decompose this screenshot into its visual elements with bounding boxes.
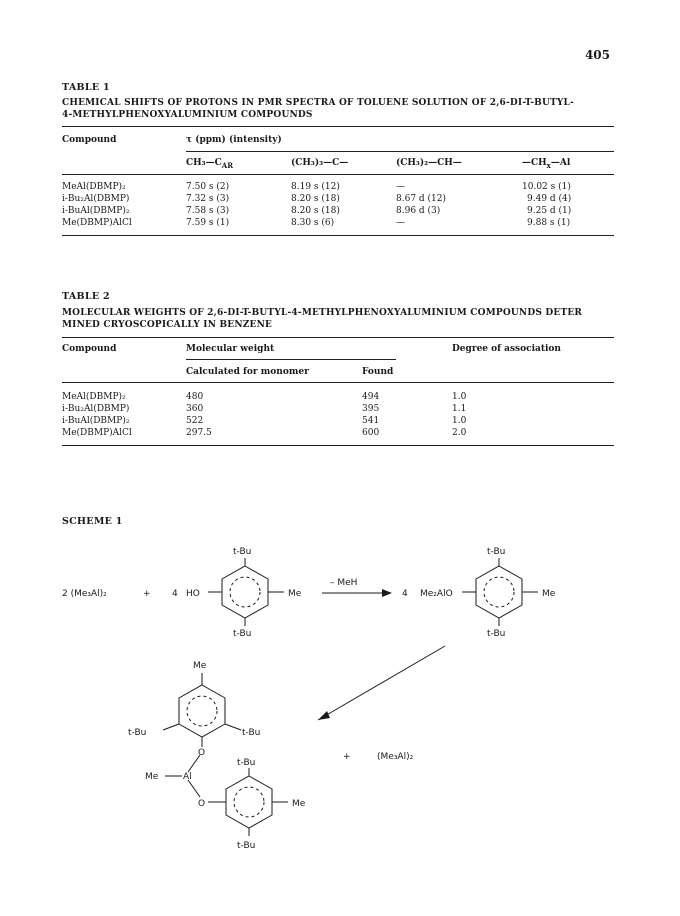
phenol-ring [208,558,284,626]
product-coefficient: 4 [402,589,408,599]
table1-row4-c2: 8.30 s (6) [291,218,335,228]
table2-row1-calc: 480 [186,392,204,402]
dimer-me-top: Me [193,661,207,671]
table1-row1-c2: 8.19 s (12) [291,182,340,192]
table1-row2-c2: 8.20 s (18) [291,194,340,204]
table2-col-compound: Compound [62,344,117,354]
dimer-tbu-left: t-Bu [128,728,147,738]
table2-row3-assoc: 1.0 [452,416,467,426]
table1-title-line1: CHEMICAL SHIFTS OF PROTONS IN PMR SPECTRA OF TOLUENE SOLUTION OF 2,6-DI-T-BUTYL- [62,98,574,108]
table2-sub-found: Found [362,367,394,377]
scheme-label: SCHEME 1 [62,516,123,527]
table2-label: TABLE 2 [62,291,110,302]
table1-row1-compound: MeAl(DBMP)₂ [62,182,126,192]
table2-col-assoc: Degree of association [452,344,561,354]
plus-sign-2: + [343,752,351,762]
al-o-bond [188,780,200,797]
table2-row4-calc: 297.5 [186,428,212,438]
byproduct: (Me₃Al)₂ [377,752,414,762]
product-tbu-bottom: t-Bu [487,629,506,639]
coefficient: 4 [172,589,178,599]
table1-row4-c3: — [396,218,405,228]
dimer-o-bottom: O [198,799,206,809]
table2-row1-assoc: 1.0 [452,392,467,402]
table1-col-compound: Compound [62,135,117,145]
table1-row2-c1: 7.32 s (3) [186,194,230,204]
table1-row2-c4: 9.49 d (4) [527,194,572,204]
ho-label: HO [186,589,200,599]
table2-row4-compound: Me(DBMP)AlCl [62,428,132,438]
table1-row1-c1: 7.50 s (2) [186,182,230,192]
table2-sub-calc: Calculated for monomer [186,367,309,377]
table1-sub3: (CH₃)₂—CH— [396,158,462,168]
table1-sub1: $CH_3—C_{AR}$ [186,158,234,170]
table1-row3-c3: 8.96 d (3) [396,206,441,216]
table1-row3-c1: 7.58 s (3) [186,206,230,216]
phenol-tbu-bottom: t-Bu [233,629,252,639]
table1-row1-c4: 10.02 s (1) [522,182,571,192]
table1-sub2: (CH₃)₃—C— [291,158,349,168]
dimer-tbu-middle: t-Bu [237,758,256,768]
table2-row3-compound: i-BuAl(DBMP)₂ [62,416,130,426]
table1-row4-c4: 9.88 s (1) [527,218,571,228]
table1-row2-compound: i-Bu₂Al(DBMP) [62,194,130,204]
dimer-me-al: Me [145,772,159,782]
table1-row3-compound: i-BuAl(DBMP)₂ [62,206,130,216]
table2-row3-calc: 522 [186,416,204,426]
table2-row4-assoc: 2.0 [452,428,467,438]
product-prefix: Me₂AlO [420,589,453,599]
dimer-al: Al [183,772,192,782]
dimer-ring-bottom [208,768,288,836]
table2-row2-assoc: 1.1 [452,404,467,414]
dimer-tbu-bottom: t-Bu [237,841,256,851]
table1-row1-c3: — [396,182,405,192]
plus-sign: + [143,589,151,599]
diagonal-arrow [318,646,445,720]
product-me-label: Me [542,589,556,599]
table2-row1-compound: MeAl(DBMP)₂ [62,392,126,402]
table1-row3-c4: 9.25 d (1) [527,206,572,216]
arrow-head [382,589,392,597]
table1-title-line2: 4-METHYLPHENOXYALUMINIUM COMPOUNDS [62,110,313,120]
phenol-me-label: Me [288,589,302,599]
dimer-tbu-right: t-Bu [242,728,261,738]
table1-row3-c2: 8.20 s (18) [291,206,340,216]
dimer-me-right: Me [292,799,306,809]
table1-label: TABLE 1 [62,82,110,93]
table1-row2-c3: 8.67 d (12) [396,194,446,204]
dimer-o-top: O [198,748,206,758]
table2-row1-found: 494 [362,392,380,402]
table2-row2-calc: 360 [186,404,204,414]
page-number: 405 [584,48,610,62]
product-ring [462,558,538,626]
phenol-tbu-top: t-Bu [233,547,252,557]
table2-row4-found: 600 [362,428,380,438]
arrow-label: – MeH [330,578,358,588]
table2-row2-compound: i-Bu₂Al(DBMP) [62,404,130,414]
table1-sub4: $—CH_x—Al$ [522,158,571,170]
reactant-trimethylaluminium: 2 (Me₃Al)₂ [62,589,107,599]
table2-title-line1: MOLECULAR WEIGHTS OF 2,6-DI-T-BUTYL-4-METHYLPHENOXYALUMINIUM COMPOUNDS DETER [62,308,583,318]
table1-row4-compound: Me(DBMP)AlCl [62,218,132,228]
table2-title-line2: MINED CRYOSCOPICALLY IN BENZENE [62,320,273,330]
table2-col-mw: Molecular weight [186,344,275,354]
product-tbu-top: t-Bu [487,547,506,557]
diagonal-arrow-head [318,711,330,720]
table1-row4-c1: 7.59 s (1) [186,218,230,228]
table2-row3-found: 541 [362,416,380,426]
table1-col-group: τ (ppm) (intensity) [186,135,282,145]
table2-row2-found: 395 [362,404,380,414]
